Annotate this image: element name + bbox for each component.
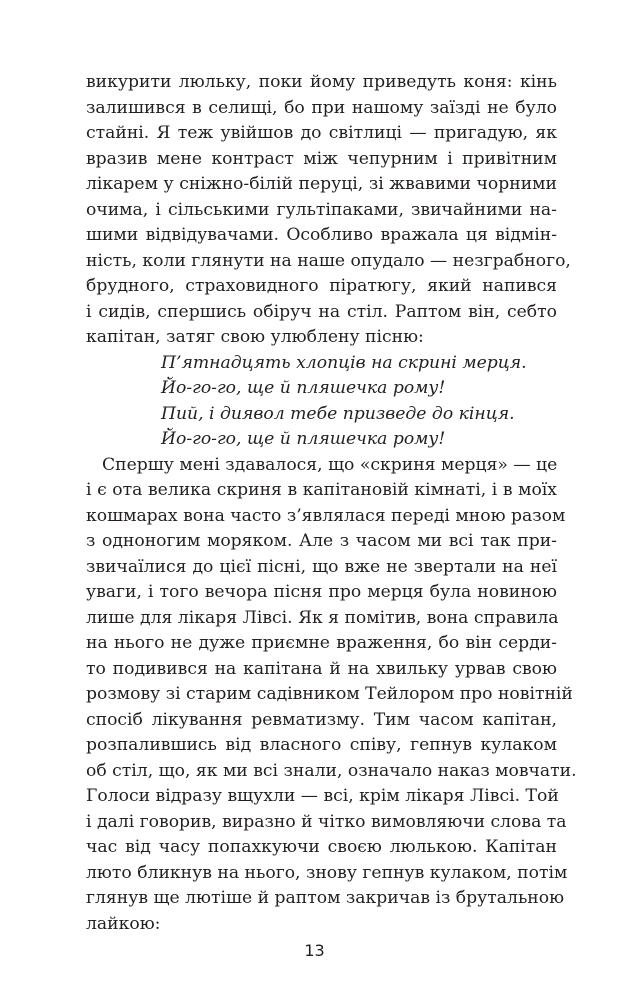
verse-line: П’ятнадцять хлопців на скрині мерця. — [161, 352, 527, 373]
text-line: стайні. Я теж увійшов до світлиці — пригадую, як — [86, 123, 557, 143]
text-line: час від часу попахкуючи своєю люлькою. Капітан — [86, 837, 557, 857]
text-line: розпалившись від власного співу, гепнув кулаком — [86, 735, 557, 755]
text-line: шими відвідувачами. Особливо вражала ця відмін- — [86, 225, 557, 245]
verse-line: Йо-го-го, ще й пляшечка рому! — [161, 429, 446, 449]
text-line: спосіб лікування ревматизму. Тим часом капітан, — [86, 709, 557, 730]
text-line: лікарем у сніжно-білій перуці, зі жвавими чорними — [86, 174, 557, 194]
song-verse — [86, 351, 557, 453]
verse-line: Пий, і диявол тебе призведе до кінця. — [161, 403, 515, 424]
text-line: звичаїлися до цієї пісні, що вже не звертали на неї — [86, 556, 557, 577]
text-line: залишився в селищі, бо при нашому заїзді не було — [86, 97, 557, 118]
text-line: і далі говорив, виразно й чітко вимовляючи слова та — [86, 811, 567, 832]
text-line: кошмарах вона часто з’являлася переді мною разом — [86, 505, 566, 526]
text-line: то подивився на капітана й на хвильку урвав свою — [86, 658, 557, 679]
text-line: Спершу мені здавалося, що «скриня мерця» — це — [102, 454, 558, 475]
text-line: глянув ще лютіше й раптом закричав із брутальною — [86, 888, 565, 908]
text-line: лише для лікаря Лівсі. Як я помітив, вона справила — [86, 607, 559, 628]
text-line: Голоси відразу вщухли — всі, крім лікаря Лівсі. Той — [86, 786, 559, 806]
text-line: викурити люльку, поки йому приведуть коня: кінь — [86, 72, 557, 92]
text-line: з одноногим моряком. Але з часом ми всі так при- — [86, 531, 557, 551]
verse-line: Йо-го-го, ще й пляшечка рому! — [161, 378, 446, 398]
page-text — [86, 70, 577, 937]
text-line: капітан, затяг свою улюблену пісню: — [86, 327, 424, 347]
page-number: 13 — [304, 941, 325, 960]
paragraph-1 — [86, 70, 571, 351]
text-line: лайкою: — [86, 913, 161, 934]
text-line: очима, і сільськими гультіпаками, звичайними на- — [86, 199, 557, 220]
text-line: об стіл, що, як ми всі знали, означало наказ мовчати. — [86, 760, 577, 781]
text-line: уваги, і того вечора пісня про мерця була новиною — [86, 582, 557, 602]
text-line: люто бликнув на нього, знову гепнув кулаком, потім — [86, 862, 568, 883]
text-line: і є ота велика скриня в капітановій кімнаті, і в моїх — [86, 480, 557, 500]
text-line: на нього не дуже приємне враження, бо він серди- — [86, 633, 557, 653]
text-line: ність, коли глянути на наше опудало — незграбного, — [86, 250, 571, 271]
text-line: вразив мене контраст між чепурним і привітним — [86, 148, 557, 169]
paragraph-2 — [86, 453, 577, 938]
text-line: брудного, страховидного піратюгу, який напився — [86, 276, 557, 296]
text-line: і сидів, спершись обіруч на стіл. Раптом він, себто — [86, 301, 557, 322]
text-line: розмову зі старим садівником Тейлором про новітній — [86, 684, 573, 704]
